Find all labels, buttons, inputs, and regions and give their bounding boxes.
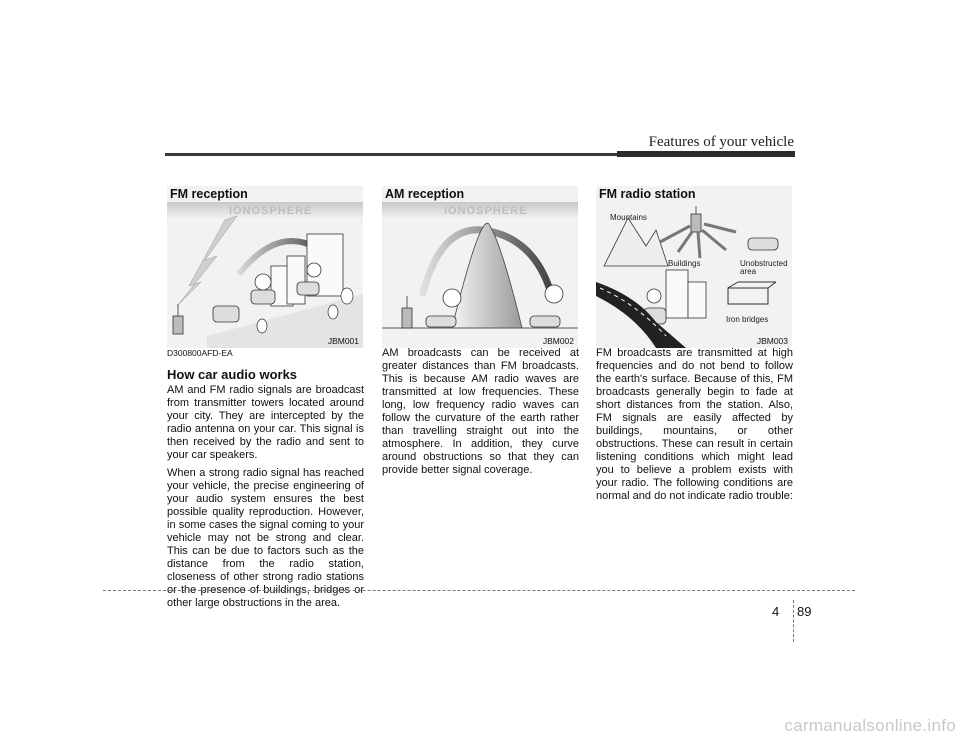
area-label: area xyxy=(740,267,757,276)
transmitter-tower-icon xyxy=(691,206,701,232)
header-tab xyxy=(617,151,795,157)
figure-fm-reception xyxy=(167,186,363,348)
paragraph: FM broadcasts are transmitted at high frequencies and do not bend to follow the earth's surface. Because of this, FM broadcasts generally begin to fade at short distances from the station. Also, FM signals are easily affected by buildings, mountains, or other obstructions. These can result in certain listening conditions which might lead you to believe a problem exists with your radio. The following conditions are normal and do not indicate radio trouble: xyxy=(596,347,793,502)
figure-title: AM reception xyxy=(385,187,465,201)
page-number: 89 xyxy=(797,604,812,619)
paragraph: AM and FM radio signals are broadcast from transmitter towers located around your city. They are intercepted by the radio antenna on your car. This signal is then received by the radio and sent to your car speakers. xyxy=(167,384,364,461)
buildings-label: Buildings xyxy=(668,259,701,268)
column-1 xyxy=(167,347,364,615)
transmitter-tower-icon xyxy=(173,304,183,334)
paragraph: When a strong radio signal has reached your vehicle, the precise engineering of your audio system ensures the best possible quality reproduction. However, in some cases the signal coming to your vehicle may not be strong and clear. This can be due to factors such as the distance from the radio station, closeness of other strong radio stations or the presence of buildings, bridges or other large obstructions in the area. xyxy=(167,467,364,609)
fm-reception-illustration xyxy=(167,186,363,348)
footer-rule xyxy=(103,590,855,591)
page-header-title: Features of your vehicle xyxy=(648,134,794,150)
section-code: D300800AFD-EA xyxy=(167,348,233,358)
mountains-label: Mountains xyxy=(610,213,647,222)
question-bubble-icon xyxy=(647,289,661,303)
unobstructed-label: Unobstructed xyxy=(740,259,788,268)
car-icon xyxy=(644,238,778,324)
lightning-beam-icon xyxy=(177,216,237,306)
transmitter-tower-icon xyxy=(402,296,412,328)
iron-bridges-label: Iron bridges xyxy=(726,315,769,324)
ionosphere-label: IONOSPHERE xyxy=(444,205,528,217)
section-heading: How car audio works xyxy=(167,367,298,382)
figure-code: JBM001 xyxy=(327,336,359,346)
ionosphere-label: IONOSPHERE xyxy=(229,205,313,217)
figure-fm-radio-station xyxy=(596,186,792,348)
figure-am-reception xyxy=(382,186,578,348)
buildings-icon xyxy=(666,270,706,318)
chapter-number: 4 xyxy=(772,604,780,619)
iron-bridge-icon xyxy=(728,282,776,304)
am-reception-illustration xyxy=(382,186,578,348)
paragraph: AM broadcasts can be received at greater distances than FM broadcasts. This is because AM radio waves are transmitted at low frequencies. These long, low frequency radio waves can follow the curvature of the earth rather than travelling straight out into the atmosphere. In addition, they curve around obstructions so that they can provide better signal coverage. xyxy=(382,347,579,476)
figure-code: JBM003 xyxy=(756,336,788,346)
mountain-icon xyxy=(604,218,668,266)
figure-code: JBM002 xyxy=(542,336,574,346)
page-divider xyxy=(793,600,794,642)
fm-radio-station-illustration xyxy=(596,186,792,348)
figure-title: FM radio station xyxy=(599,187,696,201)
figure-title: FM reception xyxy=(170,187,248,201)
column-3 xyxy=(596,347,793,508)
column-2 xyxy=(382,347,579,482)
watermark: carmanualsonline.info xyxy=(784,716,956,735)
